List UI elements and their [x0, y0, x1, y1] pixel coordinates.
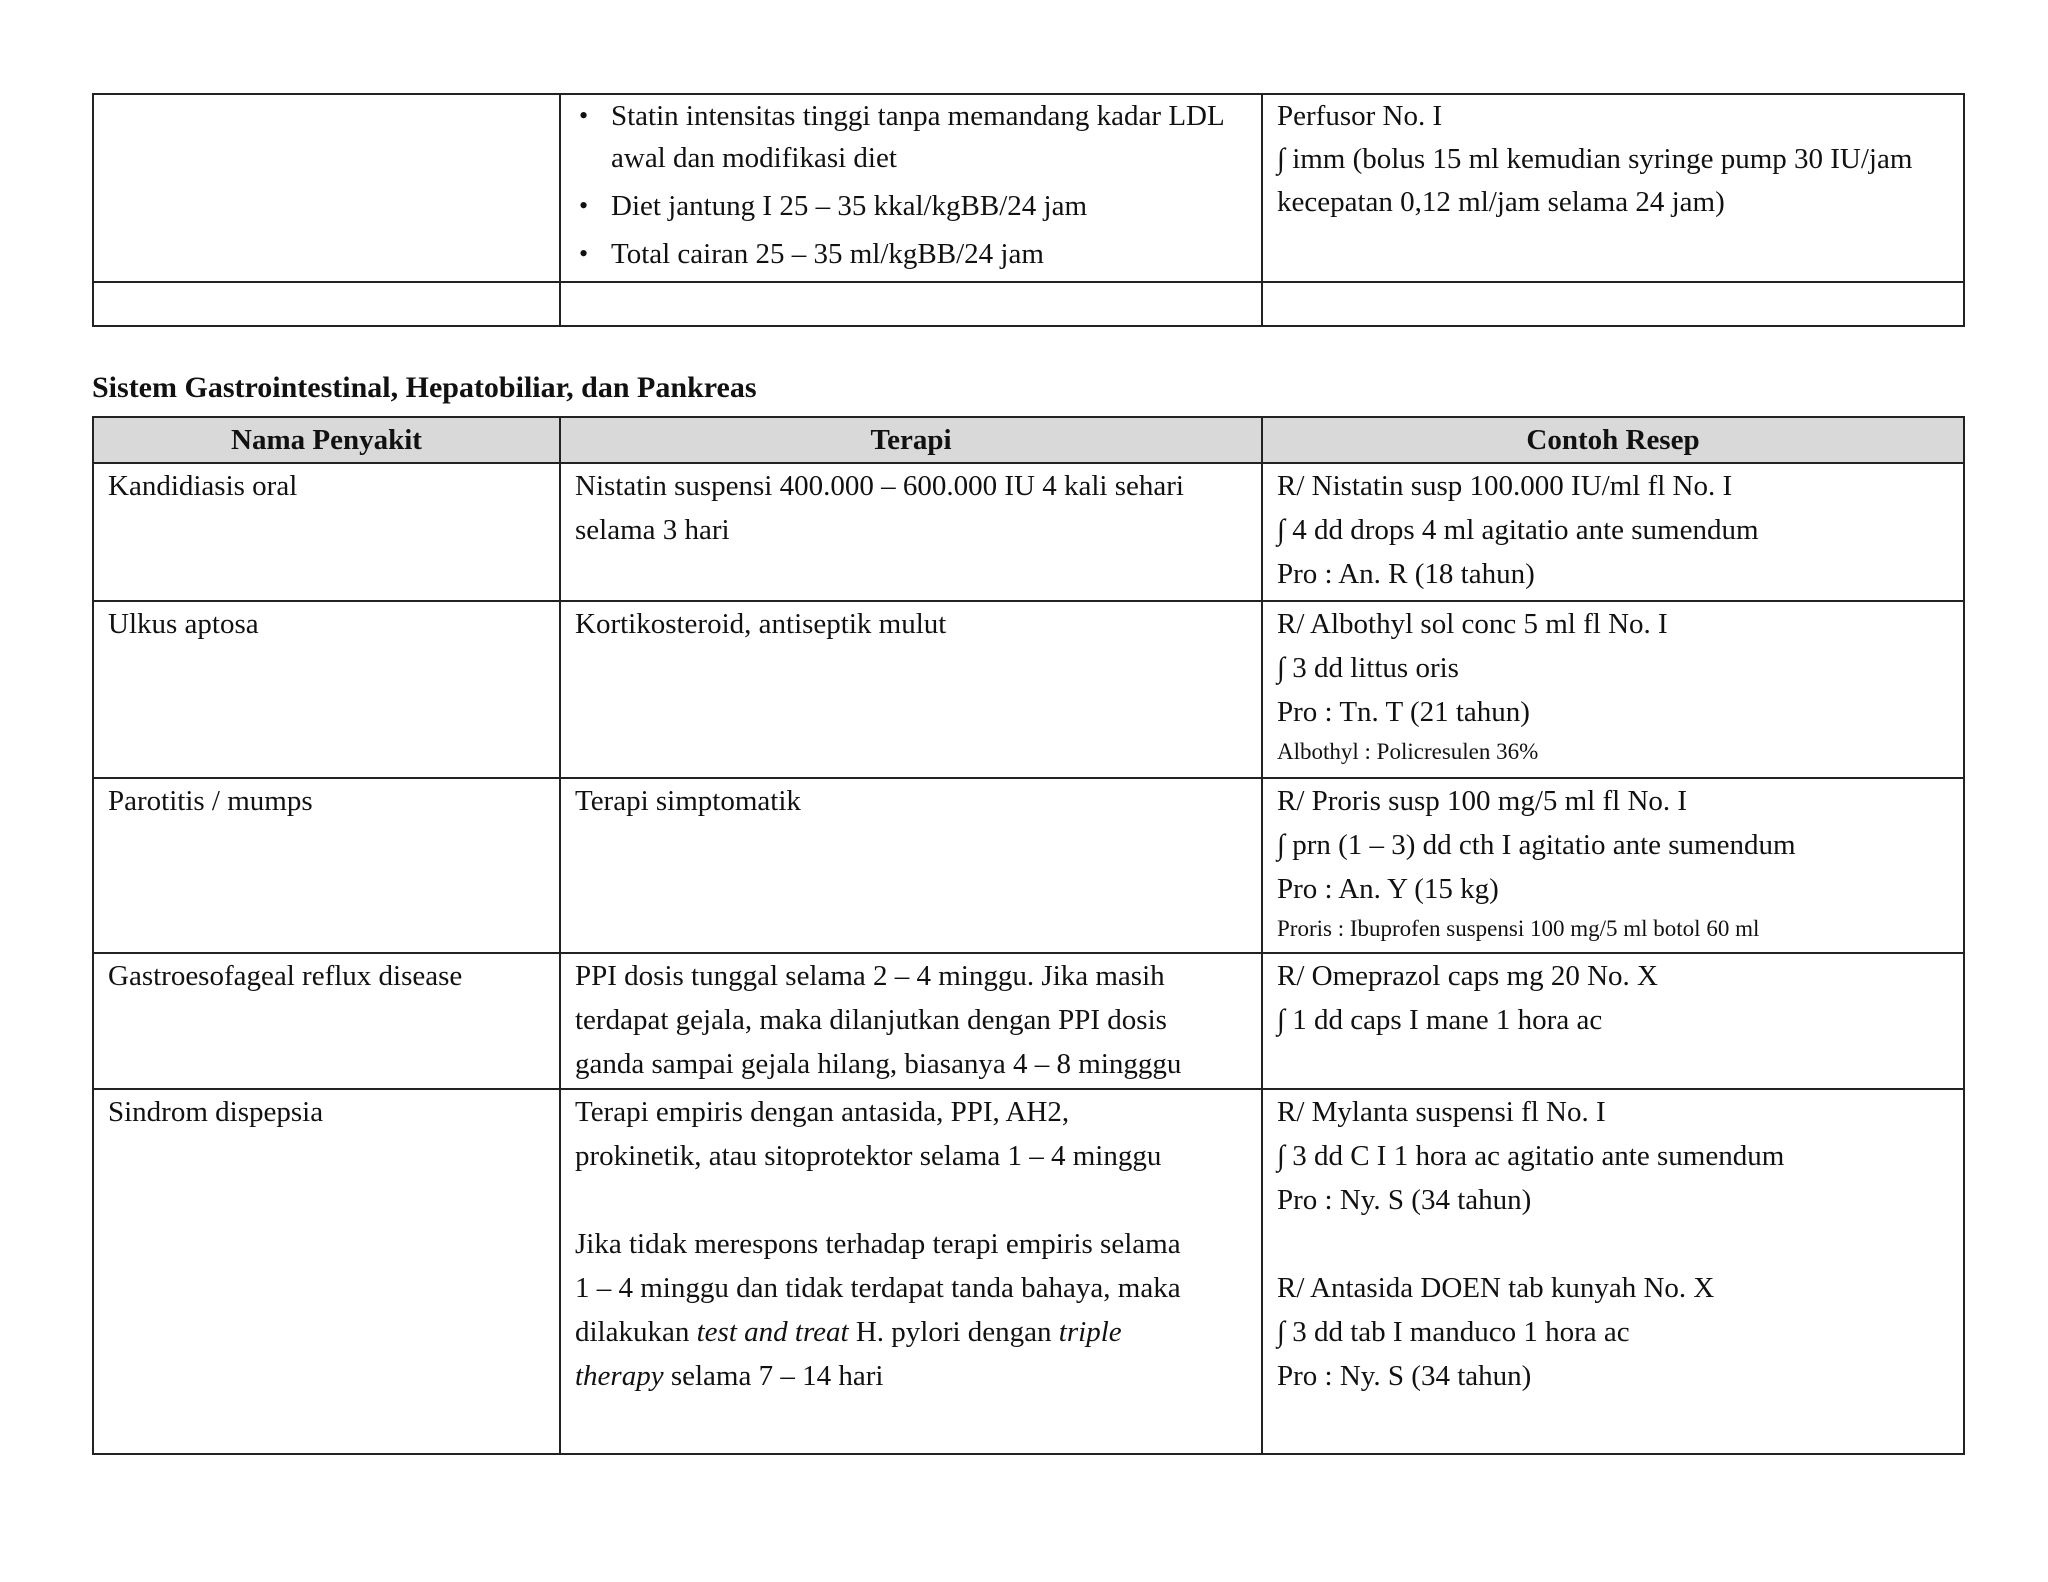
- recipe-line: Pro : An. Y (15 kg): [1277, 873, 1499, 905]
- italic-term: test and treat: [696, 1316, 849, 1348]
- disease-cell: Ulkus aptosa: [93, 601, 560, 778]
- disease-cell: Parotitis / mumps: [93, 778, 560, 953]
- table-row-empty: [93, 282, 1964, 326]
- therapy-cell: [560, 953, 1262, 1089]
- therapy-bullet-item: • Statin intensitas tinggi tanpa memandang kadar LDL awal dan modifikasi diet: [575, 95, 1247, 179]
- recipe-line: R/ Albothyl sol conc 5 ml fl No. I: [1277, 608, 1668, 640]
- recipe-line: Perfusor No. I: [1277, 100, 1443, 132]
- paragraph-spacer: [575, 1178, 1247, 1222]
- recipe-cell: [1262, 1089, 1964, 1454]
- recipe-cell: [1262, 463, 1964, 601]
- recipe-line: R/ Mylanta suspensi fl No. I: [1277, 1096, 1606, 1128]
- paragraph-spacer: [1277, 1222, 1949, 1266]
- disease-cell: Kandidiasis oral: [93, 463, 560, 601]
- therapy-line: ganda sampai gejala hilang, biasanya 4 – 8 mingggu: [575, 1048, 1182, 1080]
- recipe-line: Pro : Ny. S (34 tahun): [1277, 1360, 1532, 1392]
- therapy-line: prokinetik, atau sitoprotektor selama 1 – 4 minggu: [575, 1140, 1162, 1172]
- table-row: [93, 601, 1964, 778]
- recipe-line: ∫ 1 dd caps I mane 1 hora ac: [1277, 1004, 1603, 1036]
- recipe-line: Pro : Ny. S (34 tahun): [1277, 1184, 1532, 1216]
- recipe-line: ∫ imm (bolus 15 ml kemudian syringe pump 30 IU/jam kecepatan 0,12 ml/jam selama 24 jam): [1277, 143, 1913, 218]
- empty-cell: [1262, 282, 1964, 326]
- therapy-line: [575, 1310, 1247, 1354]
- header-therapy: Terapi: [560, 417, 1262, 463]
- section-title: Sistem Gastrointestinal, Hepatobiliar, dan Pankreas: [92, 371, 757, 404]
- empty-cell: [93, 282, 560, 326]
- therapy-cell: Kortikosteroid, antiseptik mulut: [560, 601, 1262, 778]
- therapy-cell: [560, 94, 1262, 282]
- gastro-table: [92, 416, 1965, 1455]
- therapy-line: [575, 1354, 1247, 1398]
- recipe-line: ∫ 4 dd drops 4 ml agitatio ante sumendum: [1277, 514, 1759, 546]
- table-row: [93, 1089, 1964, 1454]
- table-row: [93, 94, 1964, 282]
- text-run: dilakukan: [575, 1316, 697, 1348]
- recipe-cell: [1262, 778, 1964, 953]
- recipe-line: ∫ prn (1 – 3) dd cth I agitatio ante sumendum: [1277, 829, 1796, 861]
- therapy-line: Terapi empiris dengan antasida, PPI, AH2,: [575, 1096, 1070, 1128]
- header-disease: Nama Penyakit: [93, 417, 560, 463]
- therapy-bullet-item: • Total cairan 25 – 35 ml/kgBB/24 jam: [575, 233, 1247, 275]
- recipe-line: Pro : Tn. T (21 tahun): [1277, 696, 1530, 728]
- text-run: selama 7 – 14 hari: [663, 1360, 884, 1392]
- disease-cell: [93, 94, 560, 282]
- therapy-cell: Nistatin suspensi 400.000 – 600.000 IU 4 kali sehari selama 3 hari: [560, 463, 1262, 601]
- therapy-bullet-item: • Diet jantung I 25 – 35 kkal/kgBB/24 jam: [575, 185, 1247, 227]
- recipe-line: R/ Nistatin susp 100.000 IU/ml fl No. I: [1277, 470, 1733, 502]
- recipe-line: ∫ 3 dd tab I manduco 1 hora ac: [1277, 1316, 1630, 1348]
- recipe-line: R/ Antasida DOEN tab kunyah No. X: [1277, 1272, 1715, 1304]
- therapy-bullet-list: [575, 95, 1247, 275]
- recipe-line: R/ Omeprazol caps mg 20 No. X: [1277, 960, 1658, 992]
- therapy-line: terdapat gejala, maka dilanjutkan dengan PPI dosis: [575, 1004, 1167, 1036]
- therapy-line: 1 – 4 minggu dan tidak terdapat tanda bahaya, maka: [575, 1272, 1181, 1304]
- therapy-cell: Terapi simptomatik: [560, 778, 1262, 953]
- italic-term: therapy: [575, 1360, 664, 1392]
- table-row: [93, 953, 1964, 1089]
- disease-cell: Sindrom dispepsia: [93, 1089, 560, 1454]
- recipe-line: Pro : An. R (18 tahun): [1277, 558, 1535, 590]
- recipe-line: R/ Proris susp 100 mg/5 ml fl No. I: [1277, 785, 1688, 817]
- recipe-note: Albothyl : Policresulen 36%: [1277, 739, 1539, 764]
- recipe-cell: [1262, 94, 1964, 282]
- recipe-cell: [1262, 601, 1964, 778]
- recipe-note: Proris : Ibuprofen suspensi 100 mg/5 ml botol 60 ml: [1277, 916, 1760, 941]
- therapy-line: Jika tidak merespons terhadap terapi empiris selama: [575, 1228, 1181, 1260]
- recipe-line: ∫ 3 dd C I 1 hora ac agitatio ante sumendum: [1277, 1140, 1785, 1172]
- recipe-cell: [1262, 953, 1964, 1089]
- header-row: [93, 417, 1964, 463]
- recipe-line: ∫ 3 dd littus oris: [1277, 652, 1459, 684]
- therapy-cell: [560, 1089, 1262, 1454]
- text-run: H. pylori dengan: [848, 1316, 1059, 1348]
- header-recipe: Contoh Resep: [1262, 417, 1964, 463]
- italic-term: triple: [1058, 1316, 1122, 1348]
- therapy-line: PPI dosis tunggal selama 2 – 4 minggu. Jika masih: [575, 960, 1165, 992]
- empty-cell: [560, 282, 1262, 326]
- table-row: [93, 778, 1964, 953]
- disease-cell: Gastroesofageal reflux disease: [93, 953, 560, 1089]
- table-row: [93, 463, 1964, 601]
- continued-table: [92, 93, 1965, 327]
